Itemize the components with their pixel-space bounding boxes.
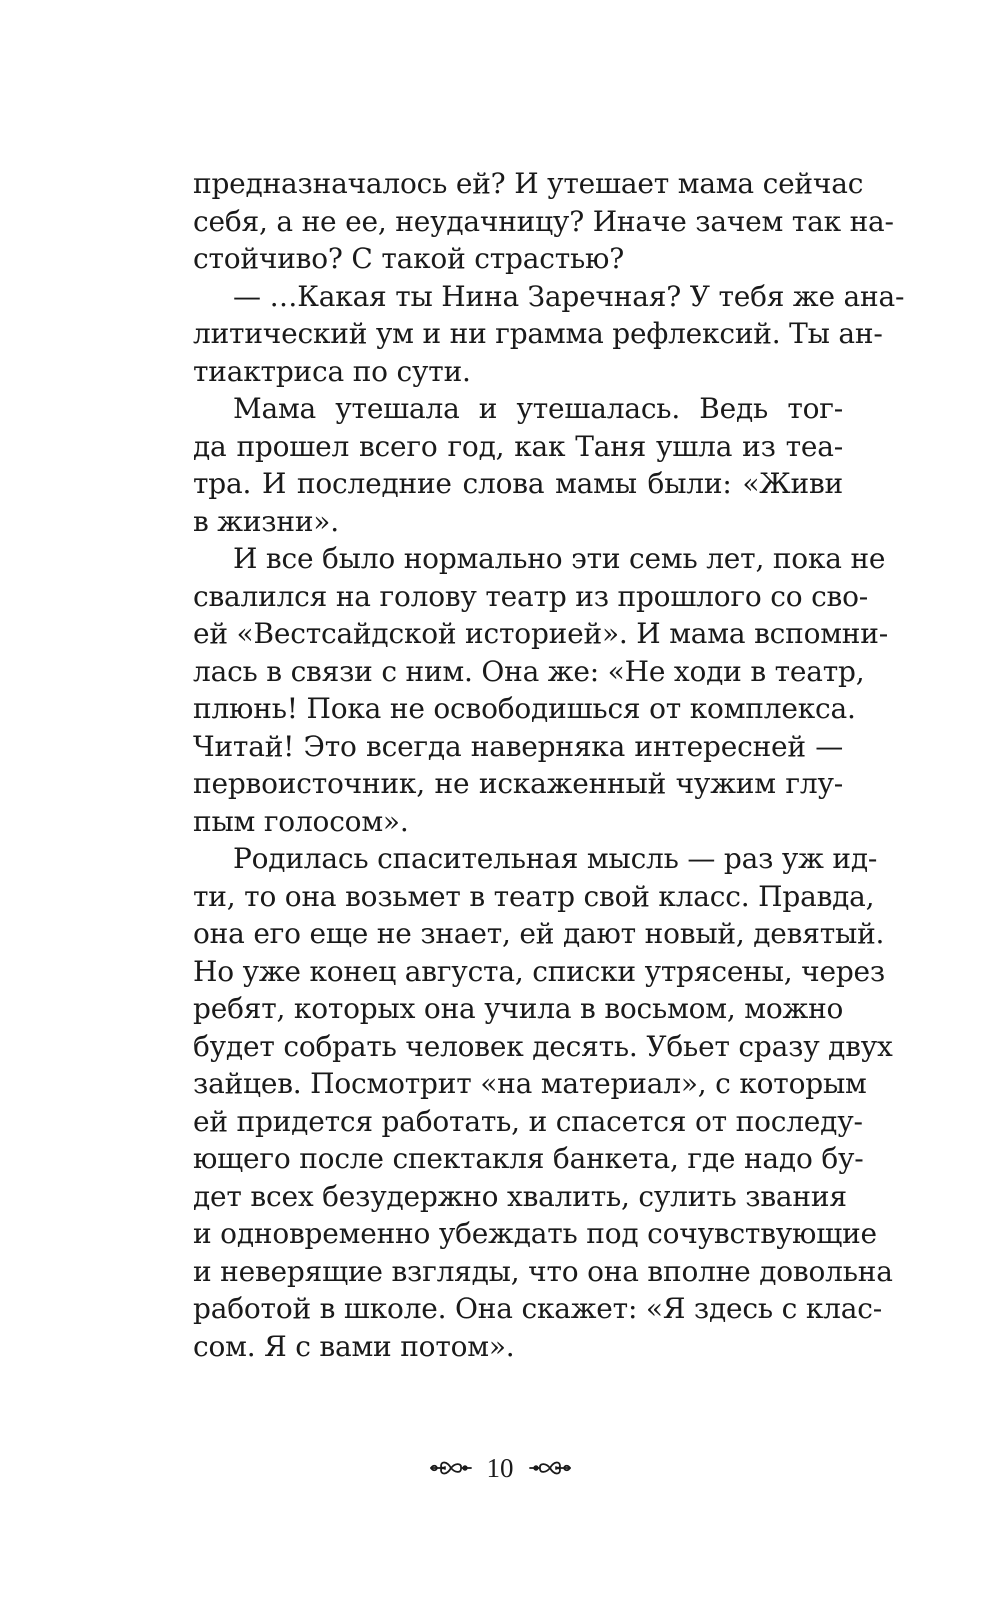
page-body-text — [193, 165, 905, 1365]
text-line: Но уже конец августа, списки утрясены, через — [193, 954, 885, 988]
text-line: себя, а не ее, неудачницу? Иначе зачем так на- — [193, 204, 894, 238]
text-line: да прошел всего год, как Таня ушла из теа- — [193, 429, 843, 463]
text-line: ющего после спектакля банкета, где надо бу- — [193, 1142, 864, 1175]
flourish-right-icon — [528, 1455, 572, 1481]
text-line: в жизни». — [193, 504, 339, 538]
text-line: дет всех безудержно хвалить, сулить звания — [193, 1179, 847, 1213]
text-line: сом. Я с вами потом». — [193, 1329, 515, 1363]
text-line: ей придется работать, и спасется от последу- — [193, 1104, 863, 1138]
text-line: ребят, которых она учила в восьмом, можно — [193, 992, 844, 1025]
text-line: литический ум и ни грамма рефлексий. Ты ан- — [193, 317, 883, 350]
flourish-left-icon — [429, 1455, 473, 1481]
text-line: Мама утешала и утешалась. Ведь тог- — [233, 392, 843, 425]
text-line: лась в связи с ним. Она же: «Не ходи в театр, — [193, 654, 865, 688]
text-line: и неверящие взгляды, что она вполне довольна — [193, 1254, 893, 1288]
text-line: ти, то она возьмет в театр свой класс. Правда, — [193, 879, 875, 913]
text-line: работой в школе. Она скажет: «Я здесь с клас- — [193, 1292, 882, 1325]
text-line: плюнь! Пока не освободишься от комплекса. — [193, 692, 856, 725]
text-line: она его еще не знает, ей дают новый, девятый. — [193, 917, 885, 950]
text-line: тиактриса по сути. — [193, 354, 471, 388]
text-line: Читай! Это всегда наверняка интересней — — [193, 729, 843, 763]
text-line: пым голосом». — [193, 804, 409, 838]
text-line: тра. И последние слова мамы были: «Живи — [193, 467, 843, 500]
page-footer — [0, 1448, 1000, 1488]
text-line: и одновременно убеждать под сочувствующие — [193, 1217, 877, 1250]
text-line: Родилась спасительная мысль — раз уж ид- — [233, 842, 878, 875]
text-line: стойчиво? С такой страстью? — [193, 242, 625, 275]
page-number: 10 — [486, 1452, 514, 1483]
text-line: ей «Вестсайдской историей». И мама вспомни- — [193, 617, 888, 650]
text-line: И все было нормально эти семь лет, пока не — [233, 542, 886, 575]
text-line: зайцев. Посмотрит «на материал», с которым — [193, 1067, 867, 1100]
text-line: свалился на голову театр из прошлого со сво- — [193, 579, 869, 613]
text-line: — …Какая ты Нина Заречная? У тебя же ана- — [233, 279, 905, 313]
text-line: будет собрать человек десять. Убьет сразу двух — [193, 1029, 893, 1063]
text-line: первоисточник, не искаженный чужим глу- — [193, 767, 843, 800]
text-line: предназначалось ей? И утешает мама сейчас — [193, 167, 864, 200]
